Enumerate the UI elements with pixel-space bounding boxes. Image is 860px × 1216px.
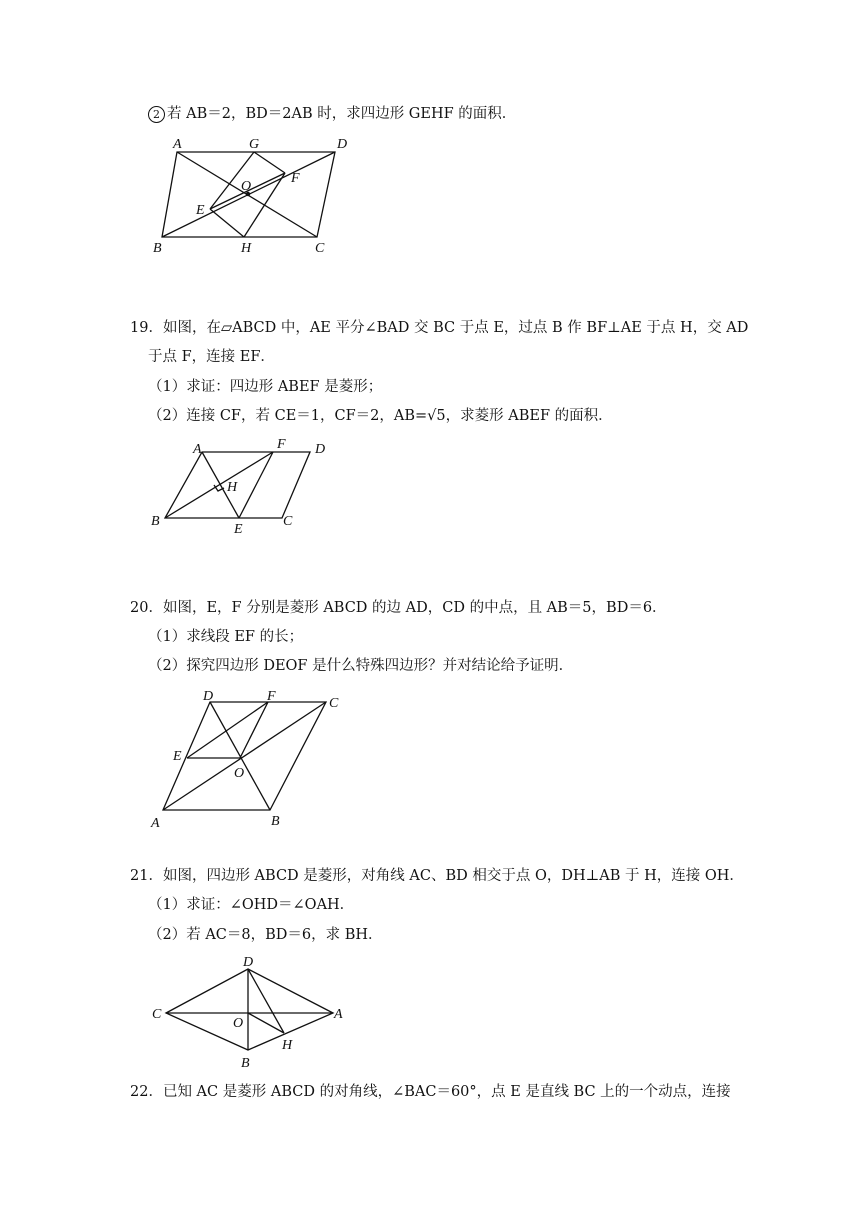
q21-part2: （2）若 AC＝8，BD＝6，求 BH． bbox=[148, 927, 383, 943]
q19-part2: （2）连接 CF，若 CE＝1，CF＝2，AB=√5，求菱形 ABEF 的面积． bbox=[148, 408, 613, 424]
q21-stem: 21．如图，四边形 ABCD 是菱形，对角线 AC、BD 相交于点 O，DH⊥AB 于 H，连接 OH． bbox=[130, 868, 744, 884]
q18-label-A: A bbox=[173, 137, 182, 152]
q18-label-B: B bbox=[153, 241, 162, 256]
circled-number-marker: 2 bbox=[148, 106, 165, 123]
q18-label-F: F bbox=[291, 171, 300, 186]
q18-part2 bbox=[148, 104, 516, 124]
q19-label-D: D bbox=[315, 442, 326, 457]
q19-figure bbox=[145, 435, 345, 540]
q20-part1: （1）求线段 EF 的长； bbox=[148, 629, 304, 645]
q19-label-A: A bbox=[193, 442, 202, 457]
q21-label-H: H bbox=[282, 1038, 293, 1053]
q20-label-A: A bbox=[151, 816, 160, 831]
q18-label-O: O bbox=[241, 179, 252, 194]
q18-label-C: C bbox=[315, 241, 325, 256]
q18-figure bbox=[145, 130, 375, 260]
q19-label-H: H bbox=[227, 480, 238, 495]
q19-stem-line2: 于点 F，连接 EF． bbox=[148, 349, 275, 365]
q20-label-F: F bbox=[267, 689, 276, 704]
q21-label-C: C bbox=[152, 1007, 162, 1022]
q19-label-E: E bbox=[234, 522, 243, 537]
q20-label-E: E bbox=[173, 749, 182, 764]
q21-label-B: B bbox=[241, 1056, 250, 1071]
q20-stem: 20．如图，E，F 分别是菱形 ABCD 的边 AD，CD 的中点，且 AB＝5，BD＝6． bbox=[130, 600, 667, 616]
q21-label-D: D bbox=[243, 955, 254, 970]
q18-label-D: D bbox=[337, 137, 348, 152]
q18-part2-text: 若 AB＝2，BD＝2AB 时，求四边形 GEHF 的面积． bbox=[167, 106, 517, 122]
q19-part1: （1）求证：四边形 ABEF 是菱形； bbox=[148, 379, 383, 395]
q20-label-O: O bbox=[234, 766, 245, 781]
q20-label-B: B bbox=[271, 814, 280, 829]
q21-part1: （1）求证：∠OHD＝∠OAH． bbox=[148, 897, 355, 913]
q20-part2: （2）探究四边形 DEOF 是什么特殊四边形？并对结论给予证明． bbox=[148, 658, 574, 674]
q19-label-F: F bbox=[277, 437, 286, 452]
q20-label-D: D bbox=[203, 689, 214, 704]
q18-label-G: G bbox=[249, 137, 260, 152]
q18-label-E: E bbox=[196, 203, 205, 218]
q20-figure bbox=[145, 685, 360, 835]
q22-stem: 22．已知 AC 是菱形 ABCD 的对角线，∠BAC＝60°，点 E 是直线 BC 上的一个动点，连接 bbox=[130, 1084, 731, 1100]
q19-label-B: B bbox=[151, 514, 160, 529]
q19-label-C: C bbox=[283, 514, 293, 529]
q21-figure bbox=[145, 953, 360, 1073]
q19-stem-line1: 19．如图，在▱ABCD 中，AE 平分∠BAD 交 BC 于点 E，过点 B 作 BF⊥AE 于点 H，交 AD bbox=[130, 320, 749, 336]
q21-label-O: O bbox=[233, 1016, 244, 1031]
q21-label-A: A bbox=[334, 1007, 343, 1022]
q18-label-H: H bbox=[241, 241, 252, 256]
q20-label-C: C bbox=[329, 696, 339, 711]
